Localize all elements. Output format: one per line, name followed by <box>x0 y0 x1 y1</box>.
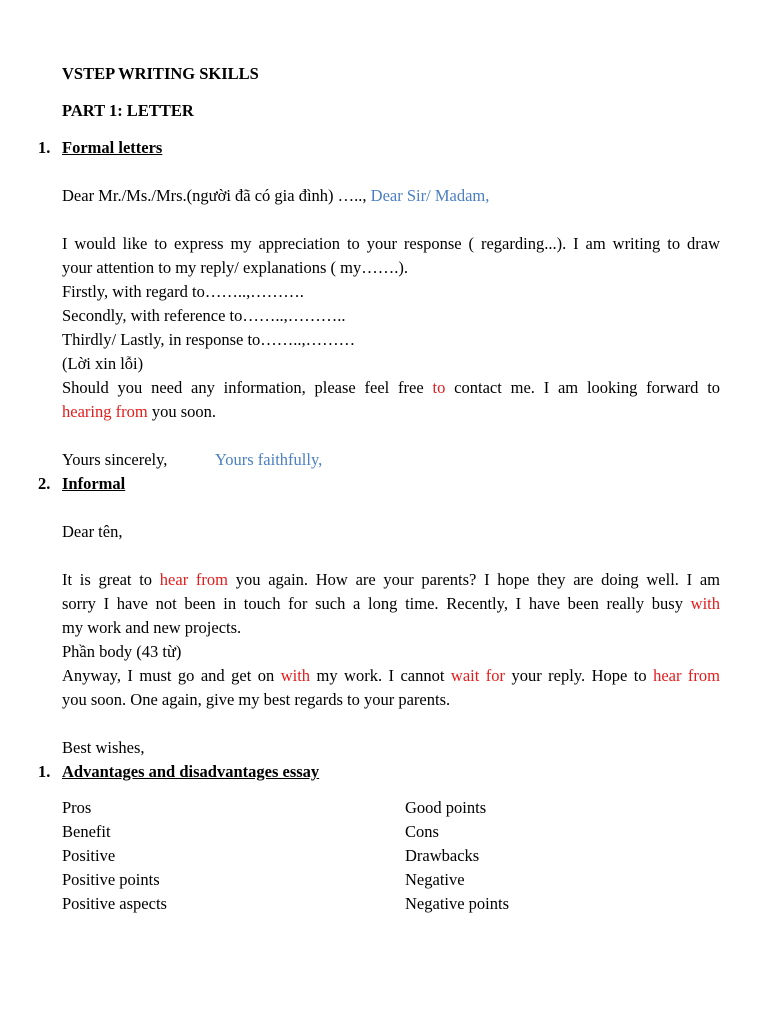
salutation-line <box>62 186 489 206</box>
paragraph-line: my work and new projects. <box>62 618 242 637</box>
list-item-left: Positive <box>62 846 116 865</box>
list-item-right: Negative points <box>405 894 510 913</box>
salutation-alt: Dear Sir/ Madam, <box>370 186 490 205</box>
paragraph-line: sorry I have not been in touch for such a long time. Recently, I have been really busy with <box>62 594 720 613</box>
list-item-left: Benefit <box>62 822 111 841</box>
list-item-right: Cons <box>405 822 439 841</box>
paragraph-line: Secondly, with reference to……..,……….. <box>62 306 346 325</box>
list-item-left: Pros <box>62 798 92 817</box>
list-item-left: Positive aspects <box>62 894 167 913</box>
paragraph-line: (Lời xin lỗi) <box>62 354 144 373</box>
section-number: 1. <box>38 762 51 781</box>
signoff-text: Yours sincerely, <box>62 450 168 469</box>
salutation-text: Dear tên, <box>62 522 123 541</box>
paragraph-line: I would like to express my appreciation to your response ( regarding...). I am writing to draw <box>62 234 720 253</box>
paragraph-line: Thirdly/ Lastly, in response to……..,……… <box>62 330 356 349</box>
section-heading: Informal <box>62 474 126 493</box>
section-number: 2. <box>38 474 51 493</box>
list-item-left: Positive points <box>62 870 160 889</box>
paragraph-line: Anyway, I must go and get on with my work. I cannot wait for your reply. Hope to hear from <box>62 666 720 685</box>
paragraph-line: your attention to my reply/ explanations ( my…….). <box>62 258 408 277</box>
section-number: 1. <box>38 138 51 157</box>
paragraph-line: Phần body (43 từ) <box>62 642 182 661</box>
list-item-right: Good points <box>405 798 487 817</box>
list-item-right: Drawbacks <box>405 846 480 865</box>
salutation-text: Dear Mr./Ms./Mrs.(người đã có gia đình) ….., <box>62 186 367 205</box>
paragraph-line: hearing from you soon. <box>62 402 216 421</box>
paragraph-line: Should you need any information, please feel free to contact me. I am looking forward to <box>62 378 721 397</box>
document-title: VSTEP WRITING SKILLS <box>62 64 259 83</box>
part-heading: PART 1: LETTER <box>62 101 194 120</box>
section-heading: Advantages and disadvantages essay <box>62 762 320 781</box>
paragraph-line: It is great to hear from you again. How are your parents? I hope they are doing well. I am <box>62 570 721 589</box>
signoff-text: Best wishes, <box>62 738 145 757</box>
paragraph-line: Firstly, with regard to……..,………. <box>62 282 304 301</box>
signoff-alt: Yours faithfully, <box>215 450 323 469</box>
list-item-right: Negative <box>405 870 465 889</box>
section-heading: Formal letters <box>62 138 163 157</box>
paragraph-line: you soon. One again, give my best regards to your parents. <box>62 690 451 709</box>
